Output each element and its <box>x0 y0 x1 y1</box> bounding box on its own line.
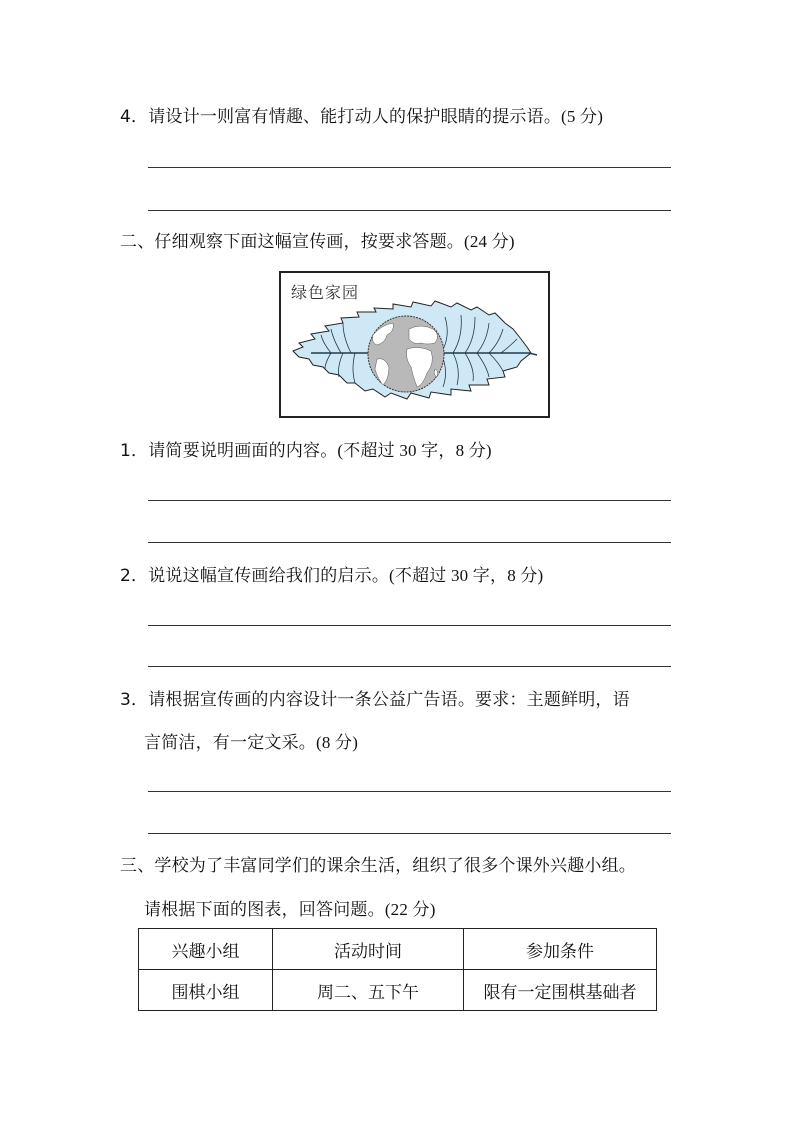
question-number: 2． <box>120 566 149 586</box>
table-cell: 限有一定围棋基础者 <box>464 970 657 1011</box>
answer-line[interactable] <box>148 500 671 501</box>
section-heading-text: 三、学校为了丰富同学们的课余生活，组织了很多个课外兴趣小组。 <box>120 856 636 876</box>
question-text: 说说这幅宣传画给我们的启示。 <box>148 566 390 586</box>
question-3-line-1 <box>120 689 630 711</box>
table-header-cell: 参加条件 <box>464 929 657 970</box>
question-number: 4． <box>120 107 149 127</box>
section-3-heading-line-1 <box>120 855 636 877</box>
poster-illustration <box>279 271 550 418</box>
question-points: (5 分) <box>561 107 604 126</box>
answer-line[interactable] <box>148 625 671 626</box>
leaf-globe-icon <box>281 273 552 420</box>
question-4 <box>120 106 603 128</box>
question-text: 请设计一则富有情趣、能打动人的保护眼睛的提示语。 <box>148 107 562 127</box>
answer-line[interactable] <box>148 210 671 211</box>
question-2 <box>120 565 543 587</box>
answer-line[interactable] <box>148 542 671 543</box>
answer-line[interactable] <box>148 167 671 168</box>
section-points: (22 分) <box>384 900 436 919</box>
question-text: 言简洁，有一定文采。 <box>144 733 316 753</box>
answer-line[interactable] <box>148 666 671 667</box>
interest-group-table <box>138 928 657 1011</box>
question-1 <box>120 440 492 462</box>
question-number: 1． <box>120 441 149 461</box>
question-text: 请简要说明画面的内容。 <box>148 441 338 461</box>
table-header-cell: 兴趣小组 <box>139 929 273 970</box>
section-heading-text: 请根据下面的图表，回答问题。 <box>144 900 385 920</box>
question-points: (不超过 30 字，8 分) <box>389 566 544 585</box>
section-3-heading-line-2 <box>144 899 436 921</box>
table-cell: 周二、五下午 <box>273 970 464 1011</box>
question-3-line-2 <box>144 732 358 754</box>
question-points: (8 分) <box>316 733 359 752</box>
question-number: 3． <box>120 690 149 710</box>
section-heading-text: 二、仔细观察下面这幅宣传画，按要求答题。 <box>120 232 464 252</box>
table-cell: 围棋小组 <box>139 970 273 1011</box>
answer-line[interactable] <box>148 833 671 834</box>
table-header-cell: 活动时间 <box>273 929 464 970</box>
question-text: 请根据宣传画的内容设计一条公益广告语。要求：主题鲜明，语 <box>148 690 630 710</box>
question-points: (不超过 30 字，8 分) <box>337 441 492 460</box>
table-header-row <box>139 929 657 970</box>
table-row <box>139 970 657 1011</box>
poster-title: 绿色家园 <box>291 283 360 302</box>
section-points: (24 分) <box>464 232 515 251</box>
answer-line[interactable] <box>148 791 671 792</box>
section-2-heading <box>120 231 515 253</box>
